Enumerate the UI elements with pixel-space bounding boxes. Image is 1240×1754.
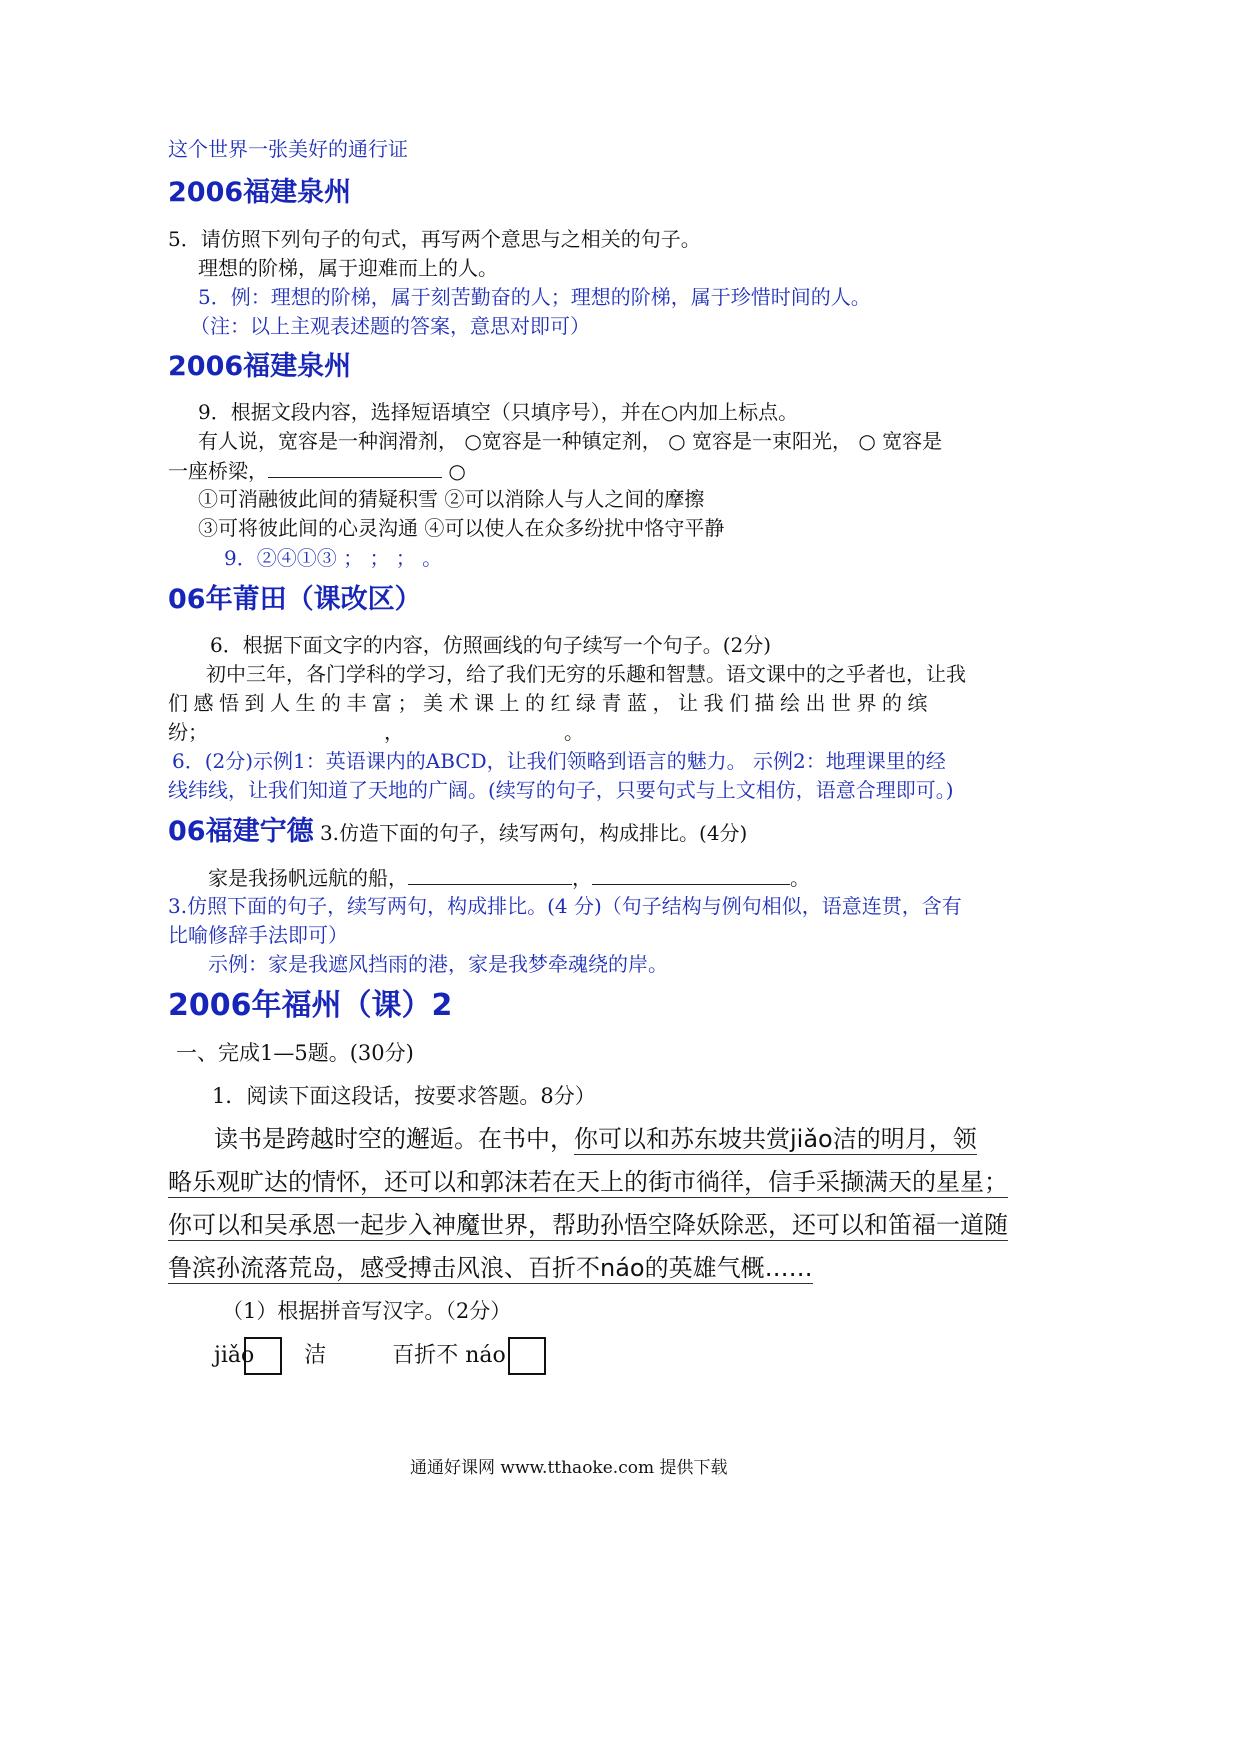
q3-text-fragment: 家是我扬帆远航的船， xyxy=(208,866,408,890)
q5-note: （注：以上主观表述题的答案，意思对即可） xyxy=(190,314,590,338)
q5-example: 理想的阶梯，属于迎难而上的人。 xyxy=(198,256,498,280)
q1-prompt: 1．阅读下面这段话，按要求答题。8分） xyxy=(212,1084,596,1108)
q3-answer-line-1: 3.仿照下面的句子，续写两句，构成排比。(4 分)（句子结构与例句相似，语意连贯，含有 xyxy=(168,894,962,918)
section-heading-putian: 06年莆田（课改区） xyxy=(168,584,422,615)
section-heading-ningde-row xyxy=(168,815,747,849)
q9-punctuation-circle: ○ xyxy=(448,459,466,483)
passage-line-1 xyxy=(214,1124,977,1154)
passage-underlined-4: 鲁滨孙流落荒岛，感受搏击风浪、百折不náo的英雄气概…… xyxy=(168,1254,813,1282)
q3-blank-1 xyxy=(408,864,572,885)
q6-prompt: 6．根据下面文字的内容，仿照画线的句子续写一个句子。(2分) xyxy=(210,633,772,657)
answer-box-nao[interactable] xyxy=(508,1337,546,1375)
pinyin-nao: 百折不 náo xyxy=(392,1343,506,1368)
passage-line-2 xyxy=(168,1167,1008,1197)
q6-text-fragment: 纷； xyxy=(168,720,208,744)
q6-text-line-2: 们感悟到人生的丰富；美术课上的红绿青蓝，让我们描绘出世界的缤 xyxy=(168,691,933,715)
q5-prompt: 5．请仿照下列句子的句式，再写两个意思与之相关的句子。 xyxy=(168,227,701,251)
passage-underlined-1: 你可以和苏东坡共赏jiǎo洁的明月，领 xyxy=(574,1125,977,1153)
q1-sub-1: （1）根据拼音写汉字。（2分） xyxy=(222,1299,512,1323)
passage-intro: 读书是跨越时空的邂逅。在书中， xyxy=(214,1125,574,1153)
footer-download-text: 通通好课网 www.tthaoke.com 提供下载 xyxy=(410,1458,728,1478)
answer-box-jiao[interactable] xyxy=(244,1337,282,1375)
q6-text-line-1: 初中三年，各门学科的学习，给了我们无穷的乐趣和智慧。语文课中的之乎者也，让我 xyxy=(206,662,966,686)
q9-prompt: 9．根据文段内容，选择短语填空（只填序号），并在○内加上标点。 xyxy=(198,400,799,424)
section-heading-quanzhou-2: 2006福建泉州 xyxy=(168,351,352,382)
q6-answer-line-2: 线纬线，让我们知道了天地的广阔。(续写的句子，只要句式与上文相仿，语意合理即可。) xyxy=(168,778,954,802)
q6-text-line-3 xyxy=(168,719,584,745)
q3-period: 。 xyxy=(790,866,810,890)
q9-answer: 9．②④①③ ； ； ； 。 xyxy=(224,546,443,570)
q6-answer-line-1: 6．(2分)示例1：英语课内的ABCD，让我们领略到语言的魅力。 示例2：地理课里的经 xyxy=(172,749,946,773)
section-heading-quanzhou-1: 2006福建泉州 xyxy=(168,177,352,208)
pinyin-jiao: jiǎo xyxy=(214,1343,255,1368)
section-heading-fuzhou: 2006年福州（课）2 xyxy=(168,988,453,1023)
passage-underlined-2: 略乐观旷达的情怀，还可以和郭沫若在天上的街市徜徉，信手采撷满天的星星； xyxy=(168,1168,1008,1196)
q3-comma: ， xyxy=(572,866,592,890)
passage-underlined-3: 你可以和吴承恩一起步入神魔世界，帮助孙悟空降妖除恶，还可以和笛福一道随 xyxy=(168,1211,1008,1239)
q6-comma: ， xyxy=(384,720,404,744)
q6-period: 。 xyxy=(564,720,584,744)
q5-answer: 5．例：理想的阶梯，属于刻苦勤奋的人；理想的阶梯，属于珍惜时间的人。 xyxy=(198,285,871,309)
passage-line-4 xyxy=(168,1253,813,1283)
section-heading-ningde: 06福建宁德 xyxy=(168,816,314,847)
q3-prompt: 3.仿造下面的句子，续写两句，构成排比。(4分) xyxy=(319,821,748,845)
q9-options-2: ③可将彼此间的心灵沟通 ④可以使人在众多纷扰中恪守平静 xyxy=(198,516,725,540)
pinyin-row xyxy=(214,1336,548,1376)
q9-answer-blank xyxy=(268,457,442,478)
q3-answer-line-2: 比喻修辞手法即可） xyxy=(168,923,348,947)
q3-text xyxy=(208,864,810,891)
q9-text-line-2 xyxy=(168,457,466,484)
q9-text-fragment: 一座桥梁， xyxy=(168,459,268,483)
q9-text-line-1: 有人说，宽容是一种润滑剂， ○宽容是一种镇定剂， ○ 宽容是一束阳光， ○ 宽容是 xyxy=(198,429,943,453)
q9-options-1: ①可消融彼此间的猜疑积雪 ②可以消除人与人之间的摩擦 xyxy=(198,487,705,511)
q3-example: 示例：家是我遮风挡雨的港，家是我梦牵魂绕的岸。 xyxy=(208,952,668,976)
passage-line-3 xyxy=(168,1210,1008,1240)
pinyin-jie-char: 洁 xyxy=(304,1343,327,1368)
q3-blank-2 xyxy=(592,864,790,885)
section-one-title: 一、完成1—5题。(30分) xyxy=(176,1041,414,1065)
intro-line: 这个世界一张美好的通行证 xyxy=(168,137,408,161)
